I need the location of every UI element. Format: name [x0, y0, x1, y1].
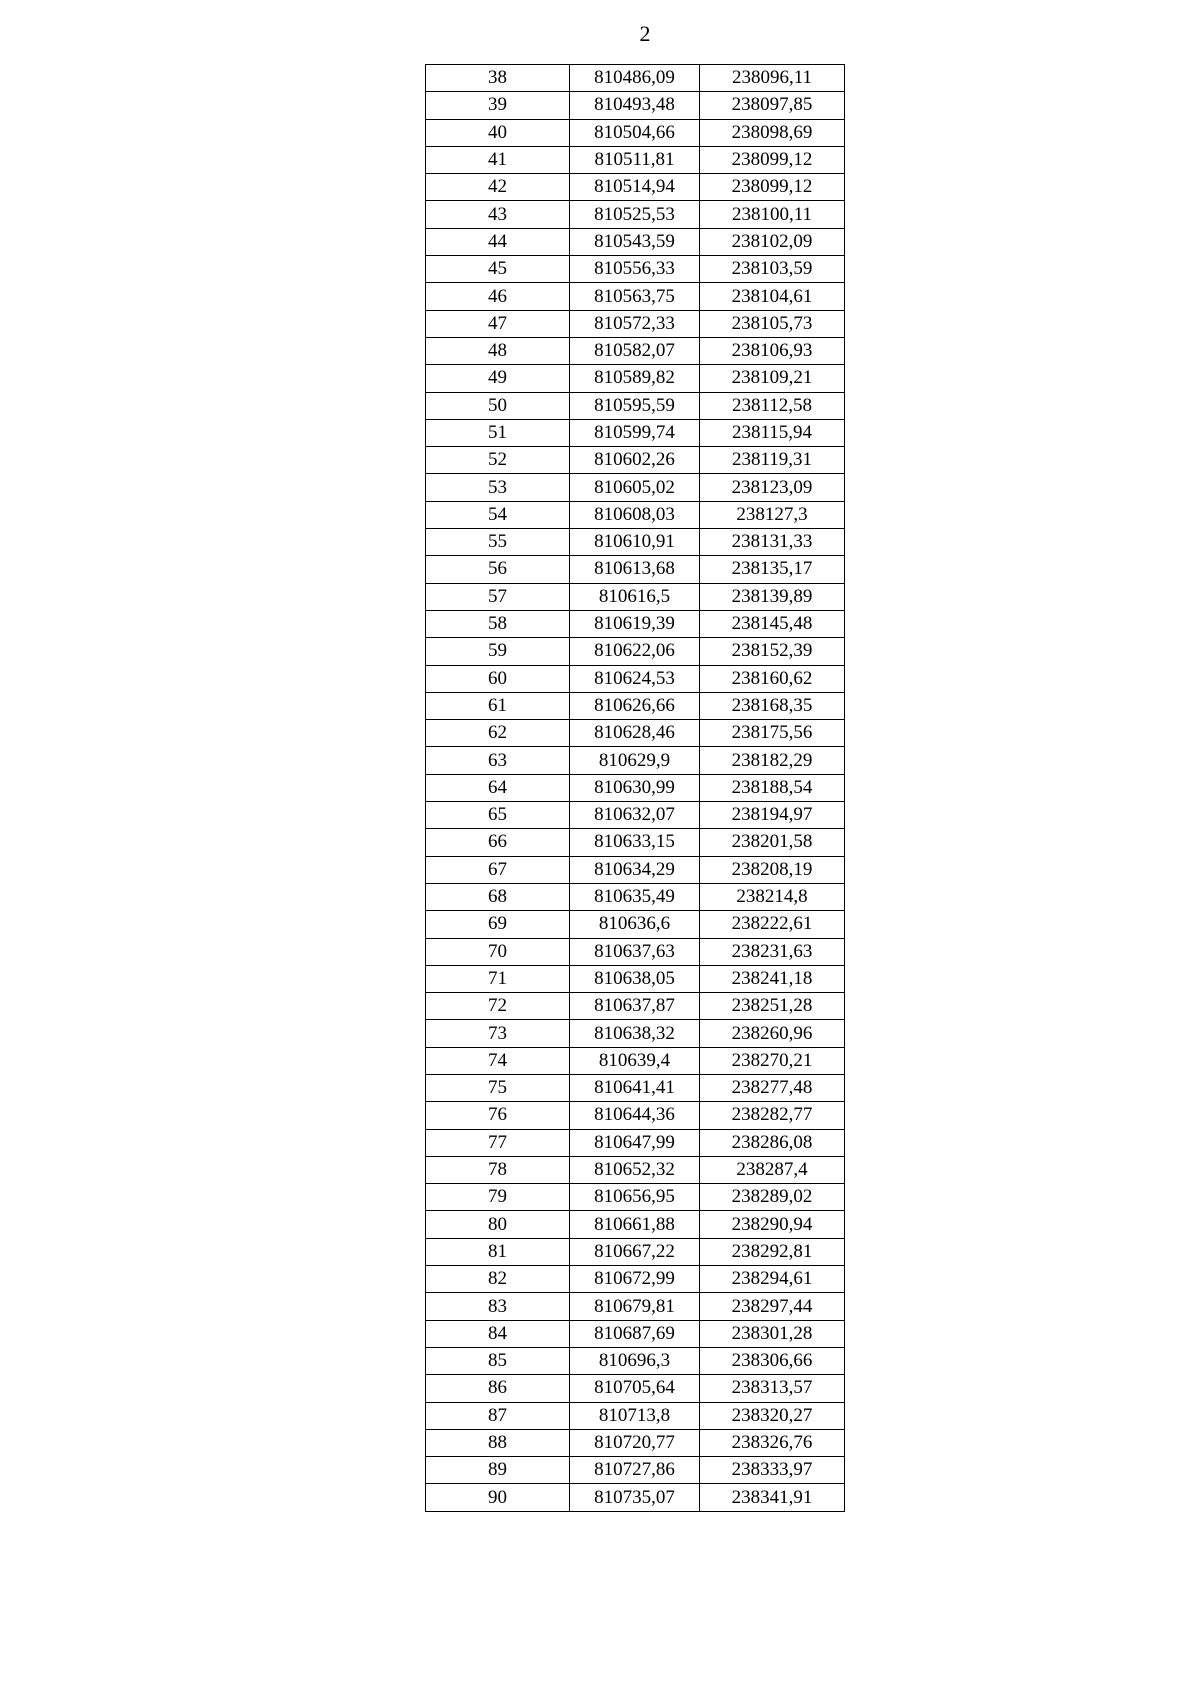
- point-number-cell: 81: [426, 1238, 570, 1265]
- point-number-cell: 42: [426, 174, 570, 201]
- table-row: [426, 1347, 845, 1374]
- y-coordinate-cell: 238152,39: [700, 638, 845, 665]
- point-number-cell: 83: [426, 1293, 570, 1320]
- x-coordinate-cell: 810608,03: [570, 501, 700, 528]
- table-row: [426, 1184, 845, 1211]
- y-coordinate-cell: 238241,18: [700, 965, 845, 992]
- table-row: [426, 883, 845, 910]
- x-coordinate-cell: 810637,63: [570, 938, 700, 965]
- table-row: [426, 1402, 845, 1429]
- table-row: [426, 720, 845, 747]
- point-number-cell: 56: [426, 556, 570, 583]
- point-number-cell: 82: [426, 1266, 570, 1293]
- point-number-cell: 75: [426, 1074, 570, 1101]
- point-number-cell: 68: [426, 883, 570, 910]
- point-number-cell: 43: [426, 201, 570, 228]
- point-number-cell: 73: [426, 1020, 570, 1047]
- point-number-cell: 90: [426, 1484, 570, 1511]
- x-coordinate-cell: 810619,39: [570, 610, 700, 637]
- y-coordinate-cell: 238098,69: [700, 119, 845, 146]
- table-row: [426, 310, 845, 337]
- table-row: [426, 1457, 845, 1484]
- y-coordinate-cell: 238277,48: [700, 1074, 845, 1101]
- point-number-cell: 80: [426, 1211, 570, 1238]
- table-row: [426, 1266, 845, 1293]
- y-coordinate-cell: 238145,48: [700, 610, 845, 637]
- table-row: [426, 529, 845, 556]
- x-coordinate-cell: 810504,66: [570, 119, 700, 146]
- x-coordinate-cell: 810605,02: [570, 474, 700, 501]
- table-row: [426, 583, 845, 610]
- x-coordinate-cell: 810637,87: [570, 993, 700, 1020]
- table-row: [426, 829, 845, 856]
- y-coordinate-cell: 238096,11: [700, 65, 845, 92]
- x-coordinate-cell: 810610,91: [570, 529, 700, 556]
- point-number-cell: 46: [426, 283, 570, 310]
- point-number-cell: 40: [426, 119, 570, 146]
- y-coordinate-cell: 238208,19: [700, 856, 845, 883]
- table-row: [426, 201, 845, 228]
- table-row: [426, 256, 845, 283]
- x-coordinate-cell: 810602,26: [570, 447, 700, 474]
- x-coordinate-cell: 810644,36: [570, 1102, 700, 1129]
- point-number-cell: 39: [426, 92, 570, 119]
- table-row: [426, 747, 845, 774]
- point-number-cell: 69: [426, 911, 570, 938]
- table-row: [426, 1129, 845, 1156]
- y-coordinate-cell: 238119,31: [700, 447, 845, 474]
- x-coordinate-cell: 810486,09: [570, 65, 700, 92]
- x-coordinate-cell: 810511,81: [570, 146, 700, 173]
- x-coordinate-cell: 810622,06: [570, 638, 700, 665]
- y-coordinate-cell: 238289,02: [700, 1184, 845, 1211]
- table-row: [426, 474, 845, 501]
- y-coordinate-cell: 238109,21: [700, 365, 845, 392]
- point-number-cell: 62: [426, 720, 570, 747]
- point-number-cell: 53: [426, 474, 570, 501]
- x-coordinate-cell: 810613,68: [570, 556, 700, 583]
- x-coordinate-cell: 810616,5: [570, 583, 700, 610]
- point-number-cell: 89: [426, 1457, 570, 1484]
- point-number-cell: 45: [426, 256, 570, 283]
- y-coordinate-cell: 238102,09: [700, 228, 845, 255]
- table-row: [426, 1020, 845, 1047]
- point-number-cell: 47: [426, 310, 570, 337]
- table-row: [426, 1375, 845, 1402]
- x-coordinate-cell: 810656,95: [570, 1184, 700, 1211]
- x-coordinate-cell: 810636,6: [570, 911, 700, 938]
- x-coordinate-cell: 810639,4: [570, 1047, 700, 1074]
- point-number-cell: 55: [426, 529, 570, 556]
- x-coordinate-cell: 810582,07: [570, 337, 700, 364]
- point-number-cell: 65: [426, 802, 570, 829]
- table-row: [426, 447, 845, 474]
- y-coordinate-cell: 238099,12: [700, 174, 845, 201]
- x-coordinate-cell: 810652,32: [570, 1156, 700, 1183]
- point-number-cell: 50: [426, 392, 570, 419]
- table-row: [426, 911, 845, 938]
- point-number-cell: 66: [426, 829, 570, 856]
- table-row: [426, 638, 845, 665]
- y-coordinate-cell: 238214,8: [700, 883, 845, 910]
- table-row: [426, 802, 845, 829]
- x-coordinate-cell: 810589,82: [570, 365, 700, 392]
- x-coordinate-cell: 810634,29: [570, 856, 700, 883]
- y-coordinate-cell: 238326,76: [700, 1429, 845, 1456]
- x-coordinate-cell: 810626,66: [570, 692, 700, 719]
- y-coordinate-cell: 238306,66: [700, 1347, 845, 1374]
- x-coordinate-cell: 810543,59: [570, 228, 700, 255]
- x-coordinate-cell: 810572,33: [570, 310, 700, 337]
- point-number-cell: 87: [426, 1402, 570, 1429]
- x-coordinate-cell: 810632,07: [570, 802, 700, 829]
- x-coordinate-cell: 810713,8: [570, 1402, 700, 1429]
- table-row: [426, 365, 845, 392]
- x-coordinate-cell: 810556,33: [570, 256, 700, 283]
- y-coordinate-cell: 238341,91: [700, 1484, 845, 1511]
- y-coordinate-cell: 238105,73: [700, 310, 845, 337]
- table-row: [426, 965, 845, 992]
- y-coordinate-cell: 238287,4: [700, 1156, 845, 1183]
- y-coordinate-cell: 238168,35: [700, 692, 845, 719]
- y-coordinate-cell: 238297,44: [700, 1293, 845, 1320]
- point-number-cell: 49: [426, 365, 570, 392]
- table-row: [426, 1320, 845, 1347]
- page-number: 2: [639, 21, 651, 46]
- x-coordinate-cell: 810638,32: [570, 1020, 700, 1047]
- point-number-cell: 71: [426, 965, 570, 992]
- y-coordinate-cell: 238290,94: [700, 1211, 845, 1238]
- y-coordinate-cell: 238097,85: [700, 92, 845, 119]
- table-row: [426, 993, 845, 1020]
- y-coordinate-cell: 238313,57: [700, 1375, 845, 1402]
- point-number-cell: 64: [426, 774, 570, 801]
- y-coordinate-cell: 238292,81: [700, 1238, 845, 1265]
- coordinates-table-body: [426, 65, 845, 1512]
- point-number-cell: 41: [426, 146, 570, 173]
- table-row: [426, 556, 845, 583]
- x-coordinate-cell: 810514,94: [570, 174, 700, 201]
- y-coordinate-cell: 238139,89: [700, 583, 845, 610]
- point-number-cell: 48: [426, 337, 570, 364]
- point-number-cell: 85: [426, 1347, 570, 1374]
- y-coordinate-cell: 238175,56: [700, 720, 845, 747]
- point-number-cell: 88: [426, 1429, 570, 1456]
- point-number-cell: 61: [426, 692, 570, 719]
- table-row: [426, 774, 845, 801]
- table-row: [426, 146, 845, 173]
- x-coordinate-cell: 810661,88: [570, 1211, 700, 1238]
- table-row: [426, 419, 845, 446]
- point-number-cell: 79: [426, 1184, 570, 1211]
- y-coordinate-cell: 238260,96: [700, 1020, 845, 1047]
- y-coordinate-cell: 238127,3: [700, 501, 845, 528]
- y-coordinate-cell: 238270,21: [700, 1047, 845, 1074]
- x-coordinate-cell: 810563,75: [570, 283, 700, 310]
- table-row: [426, 92, 845, 119]
- point-number-cell: 52: [426, 447, 570, 474]
- y-coordinate-cell: 238188,54: [700, 774, 845, 801]
- x-coordinate-cell: 810641,41: [570, 1074, 700, 1101]
- point-number-cell: 67: [426, 856, 570, 883]
- point-number-cell: 38: [426, 65, 570, 92]
- x-coordinate-cell: 810635,49: [570, 883, 700, 910]
- x-coordinate-cell: 810727,86: [570, 1457, 700, 1484]
- y-coordinate-cell: 238333,97: [700, 1457, 845, 1484]
- point-number-cell: 60: [426, 665, 570, 692]
- point-number-cell: 70: [426, 938, 570, 965]
- y-coordinate-cell: 238100,11: [700, 201, 845, 228]
- y-coordinate-cell: 238123,09: [700, 474, 845, 501]
- y-coordinate-cell: 238106,93: [700, 337, 845, 364]
- y-coordinate-cell: 238104,61: [700, 283, 845, 310]
- x-coordinate-cell: 810687,69: [570, 1320, 700, 1347]
- y-coordinate-cell: 238201,58: [700, 829, 845, 856]
- x-coordinate-cell: 810595,59: [570, 392, 700, 419]
- point-number-cell: 59: [426, 638, 570, 665]
- y-coordinate-cell: 238222,61: [700, 911, 845, 938]
- point-number-cell: 54: [426, 501, 570, 528]
- table-row: [426, 692, 845, 719]
- x-coordinate-cell: 810624,53: [570, 665, 700, 692]
- x-coordinate-cell: 810599,74: [570, 419, 700, 446]
- x-coordinate-cell: 810667,22: [570, 1238, 700, 1265]
- table-row: [426, 119, 845, 146]
- y-coordinate-cell: 238301,28: [700, 1320, 845, 1347]
- table-row: [426, 1102, 845, 1129]
- y-coordinate-cell: 238182,29: [700, 747, 845, 774]
- point-number-cell: 72: [426, 993, 570, 1020]
- table-row: [426, 1074, 845, 1101]
- x-coordinate-cell: 810672,99: [570, 1266, 700, 1293]
- y-coordinate-cell: 238282,77: [700, 1102, 845, 1129]
- y-coordinate-cell: 238103,59: [700, 256, 845, 283]
- x-coordinate-cell: 810647,99: [570, 1129, 700, 1156]
- table-row: [426, 1156, 845, 1183]
- point-number-cell: 78: [426, 1156, 570, 1183]
- point-number-cell: 74: [426, 1047, 570, 1074]
- x-coordinate-cell: 810630,99: [570, 774, 700, 801]
- table-row: [426, 1429, 845, 1456]
- point-number-cell: 58: [426, 610, 570, 637]
- x-coordinate-cell: 810705,64: [570, 1375, 700, 1402]
- x-coordinate-cell: 810633,15: [570, 829, 700, 856]
- y-coordinate-cell: 238135,17: [700, 556, 845, 583]
- point-number-cell: 57: [426, 583, 570, 610]
- y-coordinate-cell: 238294,61: [700, 1266, 845, 1293]
- table-row: [426, 1484, 845, 1511]
- table-row: [426, 1238, 845, 1265]
- x-coordinate-cell: 810525,53: [570, 201, 700, 228]
- table-row: [426, 501, 845, 528]
- x-coordinate-cell: 810629,9: [570, 747, 700, 774]
- y-coordinate-cell: 238099,12: [700, 146, 845, 173]
- x-coordinate-cell: 810628,46: [570, 720, 700, 747]
- table-row: [426, 665, 845, 692]
- point-number-cell: 44: [426, 228, 570, 255]
- table-row: [426, 610, 845, 637]
- y-coordinate-cell: 238251,28: [700, 993, 845, 1020]
- x-coordinate-cell: 810638,05: [570, 965, 700, 992]
- table-row: [426, 856, 845, 883]
- table-row: [426, 1293, 845, 1320]
- point-number-cell: 63: [426, 747, 570, 774]
- y-coordinate-cell: 238160,62: [700, 665, 845, 692]
- y-coordinate-cell: 238194,97: [700, 802, 845, 829]
- table-row: [426, 174, 845, 201]
- y-coordinate-cell: 238131,33: [700, 529, 845, 556]
- x-coordinate-cell: 810679,81: [570, 1293, 700, 1320]
- point-number-cell: 51: [426, 419, 570, 446]
- table-row: [426, 65, 845, 92]
- y-coordinate-cell: 238115,94: [700, 419, 845, 446]
- point-number-cell: 86: [426, 1375, 570, 1402]
- y-coordinate-cell: 238231,63: [700, 938, 845, 965]
- table-row: [426, 1047, 845, 1074]
- table-row: [426, 228, 845, 255]
- y-coordinate-cell: 238112,58: [700, 392, 845, 419]
- point-number-cell: 84: [426, 1320, 570, 1347]
- x-coordinate-cell: 810493,48: [570, 92, 700, 119]
- x-coordinate-cell: 810735,07: [570, 1484, 700, 1511]
- table-row: [426, 938, 845, 965]
- table-row: [426, 283, 845, 310]
- point-number-cell: 77: [426, 1129, 570, 1156]
- table-row: [426, 392, 845, 419]
- table-row: [426, 337, 845, 364]
- x-coordinate-cell: 810696,3: [570, 1347, 700, 1374]
- table-row: [426, 1211, 845, 1238]
- x-coordinate-cell: 810720,77: [570, 1429, 700, 1456]
- coordinates-table: [425, 64, 845, 1512]
- y-coordinate-cell: 238320,27: [700, 1402, 845, 1429]
- y-coordinate-cell: 238286,08: [700, 1129, 845, 1156]
- point-number-cell: 76: [426, 1102, 570, 1129]
